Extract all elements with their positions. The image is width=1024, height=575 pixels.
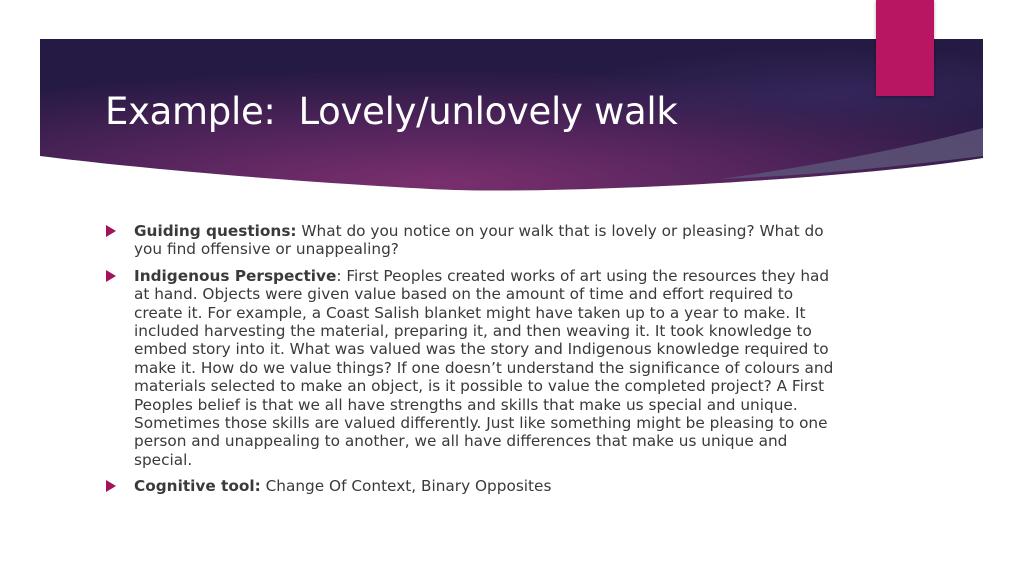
bullet-cognitive-tool bbox=[106, 477, 836, 495]
bullet-label: Guiding questions: bbox=[134, 222, 297, 240]
bullet-text: : First Peoples created works of art using the resources they had at hand. Objects were given value based on the amount of time and effort required to create it. For example, a Coast Salish blanket might have taken up to a year to make. It included harvesting the material, preparing it, and then weaving it. It took knowledge to embed story into it. What was valued was the story and Indigenous knowledge required to make it. How do we value things? If one doesn’t understand the significance of colours and materials selected to make an object, is it possible to value the completed project? A First Peoples belief is that we all have strengths and skills that make us special and unique. Sometimes those skills are valued differently. Just like something might be pleasing to one person and unappealing to another, we all have differences that make us unique and special. bbox=[134, 266, 834, 469]
slide-title: Example: Lovely/unlovely walk bbox=[105, 90, 678, 133]
bullet-label: Cognitive tool: bbox=[134, 477, 261, 496]
bullet-text: What do you notice on your walk that is lovely or pleasing? What do you find offensive or unappealing? bbox=[134, 222, 824, 259]
bullet-guiding-questions bbox=[106, 222, 836, 259]
accent-tab bbox=[876, 0, 934, 96]
bullet-arrow-icon bbox=[106, 480, 116, 492]
bullet-arrow-icon bbox=[106, 270, 116, 282]
bullet-label: Indigenous Perspective bbox=[134, 266, 337, 285]
bullet-text: Change Of Context, Binary Opposites bbox=[260, 477, 552, 496]
bullet-indigenous-perspective bbox=[106, 267, 836, 469]
bullet-list bbox=[106, 222, 836, 504]
bullet-arrow-icon bbox=[106, 225, 116, 237]
